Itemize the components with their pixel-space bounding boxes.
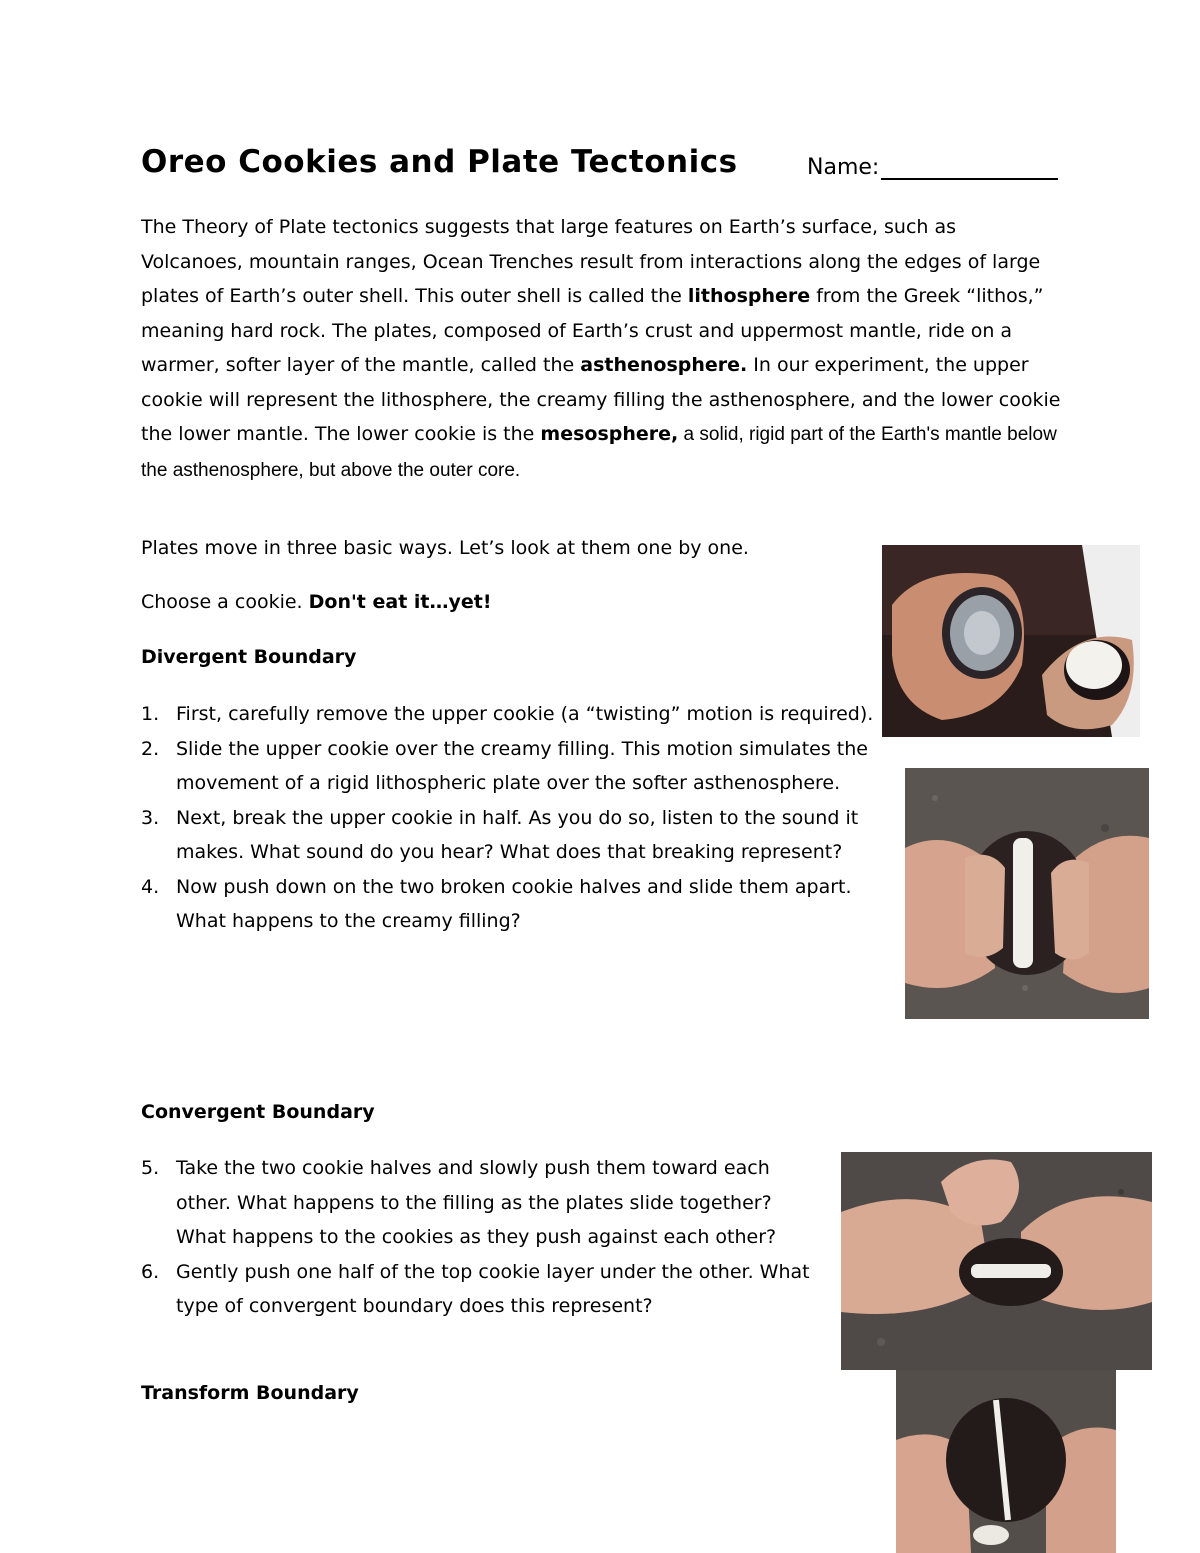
step-item <box>141 697 886 732</box>
step-number: 6. <box>141 1260 160 1283</box>
name-blank-line[interactable] <box>881 154 1058 180</box>
dont-eat-warning: Don't eat it…yet! <box>308 591 492 613</box>
term-asthenosphere: asthenosphere. <box>580 354 748 376</box>
divergent-heading: Divergent Boundary <box>141 646 357 668</box>
transform-heading: Transform Boundary <box>141 1382 359 1404</box>
photo-converging-cookie <box>841 1152 1152 1370</box>
step-number: 1. <box>141 703 160 725</box>
step-item <box>141 1255 826 1324</box>
term-lithosphere: lithosphere <box>687 285 811 307</box>
step-item <box>141 732 886 801</box>
name-field[interactable] <box>807 154 1058 180</box>
photo-transform-cookie <box>896 1370 1116 1553</box>
intro-text-4: a solid, rigid part of the Earth's mantle below the asthenosphere, but above the outer core. <box>141 424 1057 481</box>
step-item <box>141 801 886 870</box>
convergent-heading: Convergent Boundary <box>141 1101 375 1123</box>
name-label: Name: <box>807 155 880 180</box>
choose-text: Choose a cookie. <box>141 591 309 613</box>
step-item <box>141 1151 826 1255</box>
step-item <box>141 870 886 939</box>
step-number: 4. <box>141 875 160 898</box>
step-number: 3. <box>141 806 160 829</box>
convergent-steps <box>141 1151 826 1324</box>
plates-intro: Plates move in three basic ways. Let’s look at them one by one. <box>141 537 749 559</box>
photo-separated-cookie <box>882 545 1140 737</box>
step-number: 5. <box>141 1157 160 1179</box>
divergent-steps <box>141 697 886 939</box>
step-text: First, carefully remove the upper cookie (a “twisting” motion is required). <box>176 703 874 725</box>
term-mesosphere: mesosphere, <box>540 423 679 445</box>
intro-text-1: The Theory of Plate tectonics suggests that large features on Earth’s surface, such as Volcanoes, mountain ranges, Ocean Trenches result from interactions along the edges of large plates of Earth’s outer shell. This outer shell is called the <box>141 216 1041 307</box>
step-number: 2. <box>141 737 160 760</box>
step-text: Now push down on the two broken cookie halves and slide them apart. What happens to the creamy filling? <box>176 875 852 932</box>
intro-text-3: In our experiment, the upper cookie will represent the lithosphere, the creamy filling the asthenosphere, and the lower cookie the lower mantle. The lower cookie is the <box>141 354 1061 445</box>
intro-paragraph <box>141 210 1061 488</box>
step-text: Slide the upper cookie over the creamy filling. This motion simulates the movement of a rigid lithospheric plate over the softer asthenosphere. <box>176 737 868 794</box>
step-text: Gently push one half of the top cookie layer under the other. What type of convergent boundary does this represent? <box>176 1260 810 1317</box>
intro-text-2: from the Greek “lithos,” meaning hard rock. The plates, composed of Earth’s crust and uppermost mantle, ride on a warmer, softer layer of the mantle, called the <box>141 285 1044 376</box>
choose-cookie-line <box>141 591 492 613</box>
page-title: Oreo Cookies and Plate Tectonics <box>141 144 738 180</box>
photo-broken-cookie <box>905 768 1149 1019</box>
step-text: Take the two cookie halves and slowly push them toward each other. What happens to the filling as the plates slide together? What happens to the cookies as they push against each other? <box>176 1157 777 1248</box>
step-text: Next, break the upper cookie in half. As you do so, listen to the sound it makes. What sound do you hear? What does that breaking represent? <box>176 806 859 863</box>
